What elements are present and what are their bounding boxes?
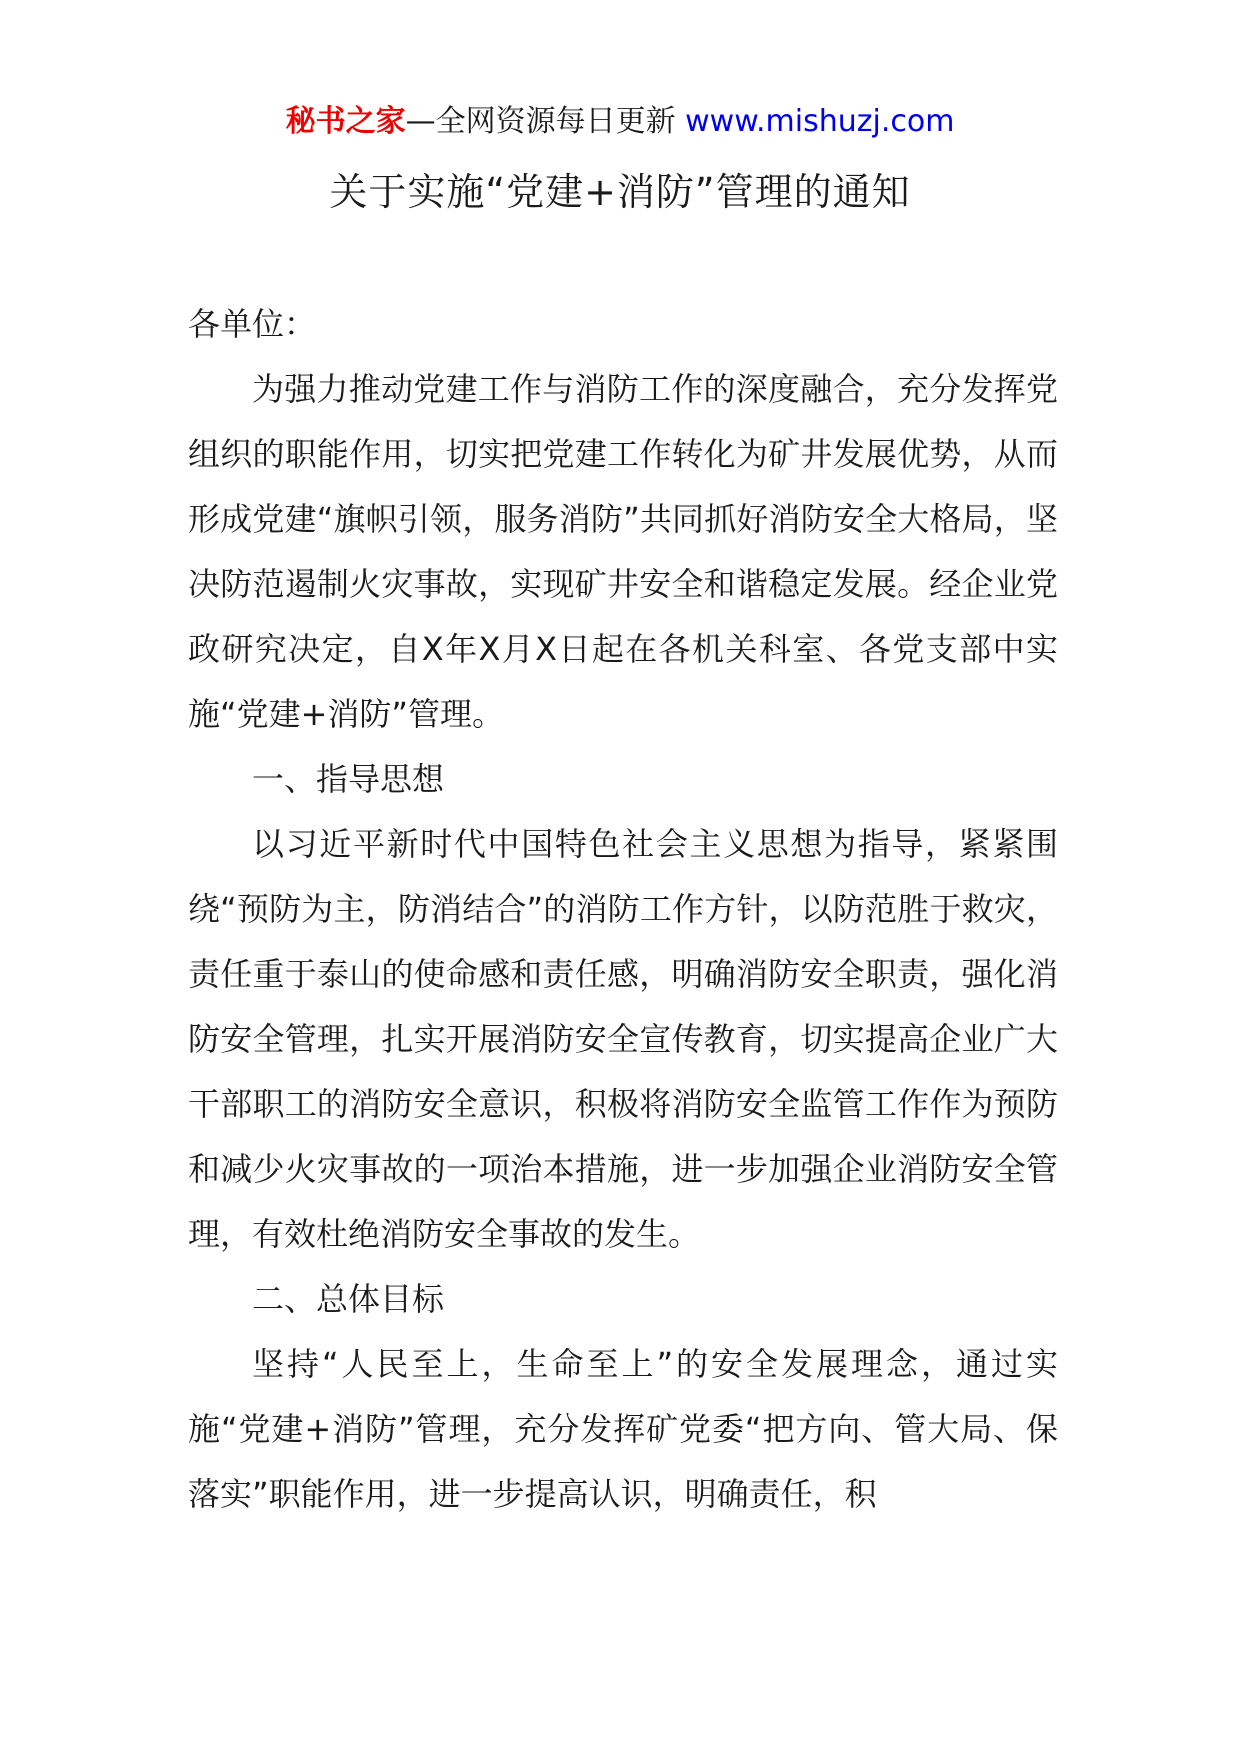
intro-paragraph: 为强力推动党建工作与消防工作的深度融合，充分发挥党组织的职能作用，切实把党建工作转化为矿井发展优势，从而形成党建“旗帜引领，服务消防”共同抓好消防安全大格局，坚决防范遏制火灾事故，实现矿井安全和谐稳定发展。经企业党政研究决定，自X年X月X日起在各机关科室、各党支部中实施“党建+消防”管理。: [188, 370, 1058, 733]
document-title: 关于实施“党建+消防”管理的通知: [329, 170, 911, 214]
section-paragraph-guiding-thought: 以习近平新时代中国特色社会主义思想为指导，紧紧围绕“预防为主，防消结合”的消防工作方针，以防范胜于救灾，责任重于泰山的使命感和责任感，明确消防安全职责，强化消防安全管理，扎实开展消防安全宣传教育，切实提高企业广大干部职工的消防安全意识，积极将消防安全监管工作作为预防和减少火灾事故的一项治本措施，进一步加强企业消防安全管理，有效杜绝消防安全事故的发生。: [188, 825, 1058, 1253]
salutation: 各单位：: [188, 305, 317, 343]
site-url-link[interactable]: www.mishuzj.com: [685, 104, 955, 139]
brand-name: 秘书之家: [285, 104, 406, 139]
section-paragraph-overall-goal: 坚持“人民至上，生命至上”的安全发展理念，通过实施“党建+消防”管理，充分发挥矿党委“把方向、管大局、保落实”职能作用，进一步提高认识，明确责任，积: [188, 1345, 1058, 1513]
section-heading-guiding-thought: 一、指导思想: [252, 760, 445, 798]
site-header: [0, 100, 1240, 144]
section-heading-overall-goal: 二、总体目标: [252, 1280, 445, 1318]
header-slogan: —全网资源每日更新: [405, 104, 676, 139]
document-body: [188, 292, 1058, 1527]
